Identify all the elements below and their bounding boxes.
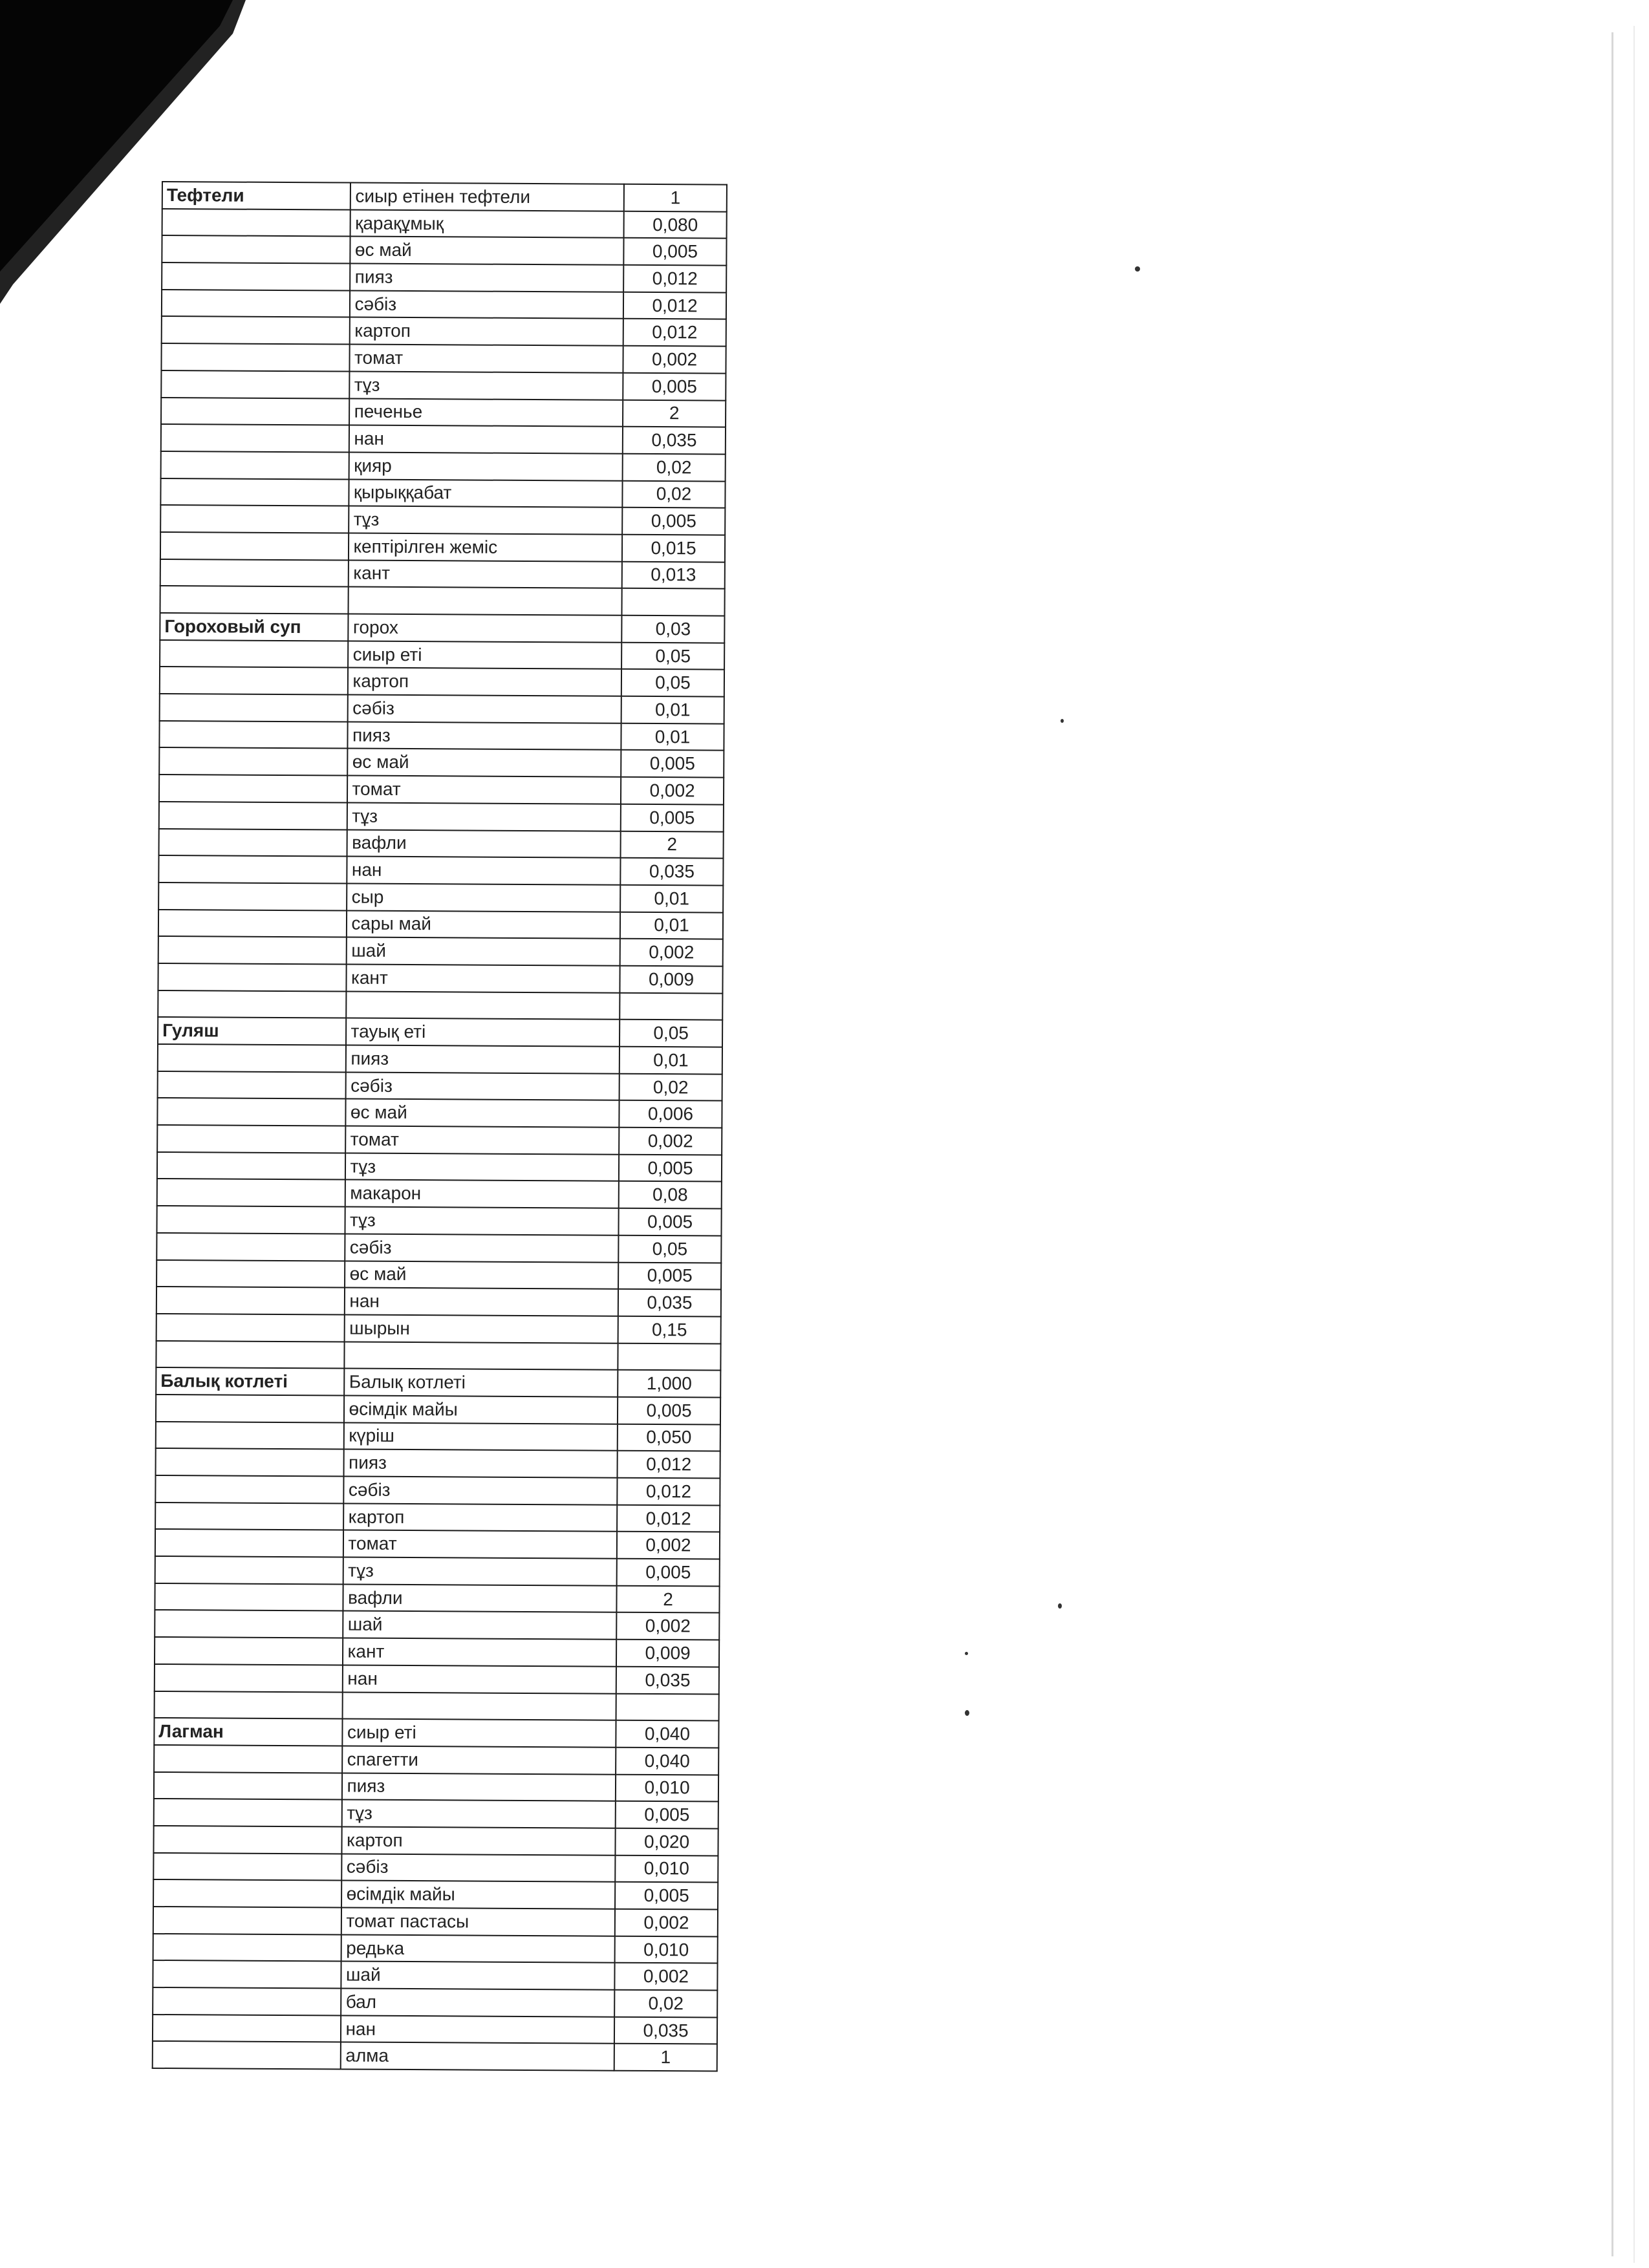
table-row [153,2015,717,2044]
dish-cell-empty [161,370,350,398]
table-row [159,747,724,777]
dish-cell-empty [159,802,348,829]
table-row [160,667,724,696]
dish-cell-empty [156,1259,345,1287]
separator-row [156,1341,720,1371]
ingredient-quantity: 0,002 [615,1909,718,1937]
ingredient-name: спагетти [343,1746,616,1774]
dish-cell-empty [157,1098,346,1126]
ingredient-quantity: 0,012 [623,319,726,347]
ingredient-quantity: 2 [623,400,726,427]
ingredient-quantity: 0,05 [618,1236,721,1263]
ingredient-quantity: 0,03 [621,615,724,643]
table-row [153,1879,718,1909]
dish-cell-empty [153,1853,342,1881]
table-row [153,1853,718,1883]
dish-cell-empty [156,1314,345,1342]
table-row [156,1314,721,1343]
ingredient-name: Балық котлеті [345,1369,618,1397]
table-row [158,1017,722,1047]
table-row [158,855,723,885]
ingredient-name: күріш [344,1422,618,1451]
ingredient-quantity: 0,01 [620,912,723,939]
ingredient-quantity: 0,005 [619,1154,722,1182]
ingredient-quantity: 0,05 [621,669,724,697]
table-row [154,1718,718,1748]
table-row [156,1367,720,1397]
ingredient-name: картоп [350,317,623,346]
dish-cell-empty [153,1934,342,1962]
table-row [158,936,723,966]
table-row [153,1907,718,1936]
table-row [153,1934,718,1963]
ingredient-name: тұз [347,802,621,831]
ingredient-quantity: 0,005 [623,238,726,266]
ingredient-name: шай [341,1962,615,1990]
dish-cell-empty [156,1422,345,1450]
ingredient-quantity: 0,005 [618,1397,720,1425]
empty-cell [349,587,622,615]
table-row [155,1503,720,1532]
ingredient-quantity: 1,000 [618,1370,720,1398]
dish-cell-empty [155,1664,343,1692]
ingredient-quantity: 0,005 [622,508,725,535]
dish-cell-empty [162,316,350,344]
table-row [158,963,722,993]
empty-cell [616,1693,719,1721]
ingredient-quantity: 0,050 [618,1424,720,1451]
ingredient-quantity: 0,002 [621,777,724,805]
ingredient-quantity: 0,02 [622,480,725,508]
dish-cell-empty [159,721,348,749]
table-row [155,1664,719,1694]
menu-table [152,181,727,2072]
ingredient-name: кант [347,964,620,992]
dish-cell-empty [160,640,349,668]
table-row [160,505,725,535]
ingredient-quantity: 0,05 [620,1020,722,1047]
ingredient-name: тұз [345,1153,619,1181]
dish-cell-empty [153,1987,341,2015]
ingredient-quantity: 0,002 [623,346,726,374]
ingredient-name: картоп [344,1503,618,1532]
table-row [161,398,726,427]
ingredient-quantity: 0,010 [615,1855,718,1883]
table-row [155,1610,719,1640]
table-row [157,1125,722,1155]
ingredient-quantity: 0,009 [616,1640,719,1667]
ingredient-quantity: 0,012 [618,1451,720,1479]
dish-cell-empty [158,855,347,883]
ingredient-name: вафли [347,829,621,858]
dish-cell-empty [160,478,349,506]
dish-cell-empty [153,2015,341,2042]
scan-speck [965,1652,968,1655]
ingredient-name: қырыққабат [349,479,623,508]
table-row [156,1395,720,1424]
ingredient-name: шырын [345,1314,618,1343]
table-row [154,1745,718,1775]
empty-cell [345,1342,618,1370]
ingredient-name: өсімдік майы [344,1395,618,1424]
ingredient-quantity: 0,002 [617,1532,720,1559]
ingredient-name: нан [347,857,621,885]
ingredient-quantity: 0,002 [619,1128,722,1155]
ingredient-name: өс май [348,749,621,777]
ingredient-quantity: 0,035 [616,1667,719,1695]
dish-cell-empty [153,2041,341,2069]
ingredient-name: бал [341,1989,615,2017]
ingredient-name: қияр [349,452,623,480]
ingredient-quantity: 0,012 [623,292,726,319]
ingredient-quantity: 0,002 [620,939,723,967]
ingredient-quantity: 0,040 [616,1720,718,1748]
table-row [162,290,726,319]
ingredient-quantity: 1 [624,184,727,212]
dish-cell-empty [153,1879,342,1907]
ingredient-name: тұз [350,371,623,400]
dish-name: Гуляш [158,1017,347,1045]
ingredient-quantity: 0,009 [620,966,723,994]
ingredient-quantity: 0,005 [617,1559,720,1587]
table-row [161,370,726,400]
dish-cell-empty [156,1233,345,1261]
separator-row [160,586,725,615]
table-row [156,1287,721,1316]
dish-name: Тефтели [162,182,351,209]
dish-cell-empty [160,694,349,722]
ingredient-name: өсімдік майы [342,1881,616,1909]
ingredient-name: печенье [350,398,623,427]
ingredient-quantity: 1 [614,2044,717,2071]
ingredient-quantity: 0,01 [621,696,724,724]
table-row [162,209,727,239]
ingredient-quantity: 0,15 [618,1316,721,1344]
ingredient-name: тұз [343,1557,617,1586]
table-row [162,235,726,265]
dish-cell-empty [159,775,348,802]
dish-cell-empty [157,1125,346,1153]
table-row [155,1583,719,1613]
ingredient-name: шай [347,937,620,966]
dish-cell-empty [158,1044,347,1072]
dish-cell-empty [154,1799,343,1826]
ingredient-quantity: 0,035 [614,2017,717,2044]
ingredient-quantity: 0,005 [623,373,726,401]
table-row [153,1826,718,1856]
ingredient-name: томат [343,1530,617,1559]
scan-edge-line [1611,32,1613,2256]
table-row [155,1556,720,1586]
ingredient-name: нан [345,1288,618,1316]
dish-cell-empty [160,667,349,694]
ingredient-name: картоп [342,1826,616,1855]
table-row [158,1071,722,1101]
ingredient-quantity: 0,02 [620,1073,722,1101]
ingredient-quantity: 2 [621,831,724,859]
scan-speck [965,1710,969,1716]
ingredient-name: вафли [343,1584,617,1612]
table-row [158,1044,722,1074]
ingredient-quantity: 0,01 [620,1047,722,1075]
ingredient-name: томат [346,1126,620,1155]
dish-cell-empty [161,343,350,371]
ingredient-quantity: 0,002 [616,1612,719,1640]
dish-cell-empty [153,1960,341,1988]
table-row [161,343,726,373]
table-row [156,1259,721,1289]
dish-cell-empty [154,1772,343,1800]
table-row [160,559,725,589]
dish-cell-empty [158,910,347,937]
ingredient-quantity: 0,05 [621,642,724,670]
dish-cell-empty [153,1907,342,1934]
empty-cell [622,588,725,616]
ingredient-name: қарақұмық [350,209,624,238]
ingredient-name: томат пастасы [341,1907,615,1936]
table-row [161,424,726,454]
dish-cell-empty [155,1637,343,1665]
ingredient-quantity: 0,010 [615,1936,718,1963]
ingredient-quantity: 0,02 [614,1990,717,2018]
ingredient-name: сиыр еті [343,1719,616,1748]
ingredient-quantity: 0,035 [618,1289,721,1317]
ingredient-quantity: 0,005 [621,804,724,832]
dish-cell-empty [161,451,350,479]
ingredient-quantity: 0,08 [619,1181,722,1209]
dish-cell-empty [155,1610,343,1638]
ingredient-name: өс май [346,1099,620,1128]
dish-cell-empty [159,828,348,856]
empty-cell [343,1692,616,1720]
ingredient-name: сәбіз [348,695,621,723]
ingredient-name: редька [341,1934,615,1963]
table-row [153,1960,717,1990]
dish-cell-empty [160,532,349,560]
ingredient-name: картоп [348,668,621,696]
table-row [161,451,726,481]
ingredient-name: тұз [349,506,623,535]
empty-cell [620,992,722,1020]
dish-cell-empty [158,883,347,910]
ingredient-name: пияз [344,1450,618,1478]
dish-cell-empty [155,1503,344,1530]
ingredient-quantity: 2 [616,1585,719,1613]
table-row [157,1152,722,1182]
ingredient-name: томат [350,345,623,373]
ingredient-name: сыр [347,883,621,912]
ingredient-name: макарон [345,1180,619,1208]
ingredient-name: өс май [345,1261,619,1289]
dish-cell-empty [155,1556,344,1584]
ingredient-name: пияз [348,722,621,750]
table-row [162,182,727,211]
empty-cell [158,990,347,1018]
dish-cell-empty [161,424,350,452]
table-row [158,883,723,912]
empty-cell [347,991,620,1020]
table-row [154,1799,718,1828]
ingredient-name: нан [349,425,623,454]
ingredient-name: томат [347,776,621,804]
ingredient-name: сәбіз [346,1072,620,1100]
ingredient-name: шай [343,1611,617,1640]
table-row [160,478,725,508]
ingredient-name: сәбіз [344,1477,618,1505]
ingredient-quantity: 0,005 [616,1801,718,1829]
dish-cell-empty [162,209,351,237]
ingredient-name: пияз [342,1773,616,1801]
ingredient-name: сәбіз [350,290,623,319]
table-row [157,1098,722,1128]
ingredient-name: сары май [347,910,620,939]
table-row [154,1772,718,1802]
ingredient-name: кант [349,560,622,588]
ingredient-quantity: 0,035 [620,858,723,886]
table-body [153,182,727,2071]
ingredient-quantity: 0,040 [616,1748,718,1775]
ingredient-quantity: 0,01 [621,723,724,751]
dish-cell-empty [162,262,350,290]
empty-cell [618,1343,720,1371]
dish-name: Балық котлеті [156,1367,345,1395]
dish-cell-empty [154,1745,343,1773]
ingredient-quantity: 0,005 [615,1882,718,1910]
dish-cell-empty [155,1529,344,1557]
dish-cell-empty [162,235,350,263]
table-row [155,1529,720,1559]
table-row [156,1422,720,1451]
ingredient-name: сиыр еті [349,641,622,669]
dish-cell-empty [161,398,350,425]
table-row [160,640,724,670]
ingredient-name: кептірілген жеміс [349,533,622,561]
dish-cell-empty [160,559,349,587]
dish-cell-empty [160,505,349,533]
table-row [160,613,724,643]
table-row [159,828,724,858]
table-row [158,910,723,939]
ingredient-quantity: 0,010 [616,1774,718,1802]
table-row [160,532,725,562]
table-row [157,1179,722,1208]
table-row [156,1206,721,1236]
separator-row [155,1691,719,1720]
table-row [162,316,726,346]
table-row [159,775,724,804]
scan-speck [1135,266,1140,272]
ingredient-quantity: 0,002 [614,1963,717,1991]
ingredient-quantity: 0,015 [622,535,725,562]
dish-cell-empty [156,1287,345,1314]
ingredient-name: өс май [350,237,624,265]
ingredient-quantity: 0,035 [623,427,726,455]
dish-cell-empty [159,747,348,775]
dish-cell-empty [156,1395,345,1422]
dish-cell-empty [155,1583,343,1611]
ingredient-name: сәбіз [345,1234,619,1262]
empty-cell [155,1691,343,1718]
dish-cell-empty [153,1826,342,1854]
ingredient-name: алма [341,2042,614,2071]
dish-cell-empty [156,1206,345,1234]
ingredient-name: сәбіз [342,1854,616,1882]
dish-cell-empty [155,1475,344,1503]
dish-name: Гороховый суп [160,613,349,641]
table-row [155,1637,719,1667]
ingredient-quantity: 0,02 [623,454,726,482]
empty-cell [156,1341,345,1369]
table-row [155,1475,720,1505]
ingredient-quantity: 0,01 [620,885,723,913]
ingredient-name: пияз [346,1045,620,1074]
dish-cell-empty [158,1071,347,1099]
ingredient-quantity: 0,020 [616,1828,718,1856]
dish-cell-empty [157,1179,346,1206]
scan-speck [1058,1603,1062,1609]
scan-edge-line-outer [1633,26,1635,2263]
table-row [162,262,726,292]
table-row [160,694,724,723]
table-row [153,1987,717,2017]
dish-cell-empty [157,1152,346,1180]
ingredient-quantity: 0,005 [621,750,724,778]
ingredient-quantity: 0,012 [617,1478,720,1506]
table-row [159,802,724,831]
ingredient-name: сиыр етінен тефтели [350,183,624,211]
ingredient-quantity: 0,080 [624,211,727,239]
table-row [153,2041,717,2071]
ingredient-quantity: 0,005 [618,1262,721,1290]
ingredient-quantity: 0,005 [619,1208,722,1236]
ingredient-quantity: 0,013 [622,561,725,589]
table-row [156,1233,721,1263]
ingredient-name: пияз [350,264,624,292]
ingredient-name: тауық еті [346,1018,620,1047]
ingredient-name: нан [341,2015,614,2044]
ingredient-quantity: 0,006 [619,1100,722,1128]
dish-cell-empty [156,1448,345,1476]
ingredient-name: тұз [345,1207,619,1236]
dish-cell-empty [158,963,347,991]
ingredient-quantity: 0,012 [623,265,726,293]
separator-row [158,990,722,1020]
ingredient-name: горох [349,614,622,643]
dish-cell-empty [162,290,350,317]
dish-name: Лагман [154,1718,343,1746]
table-row [159,721,724,751]
ingredient-name: кант [343,1638,616,1667]
scan-speck [1061,719,1064,723]
ingredient-name: нан [343,1665,616,1693]
ingredient-name: тұз [342,1800,616,1828]
table-row [156,1448,720,1478]
ingredient-quantity: 0,012 [617,1504,720,1532]
dish-cell-empty [158,936,347,964]
empty-cell [160,586,349,614]
